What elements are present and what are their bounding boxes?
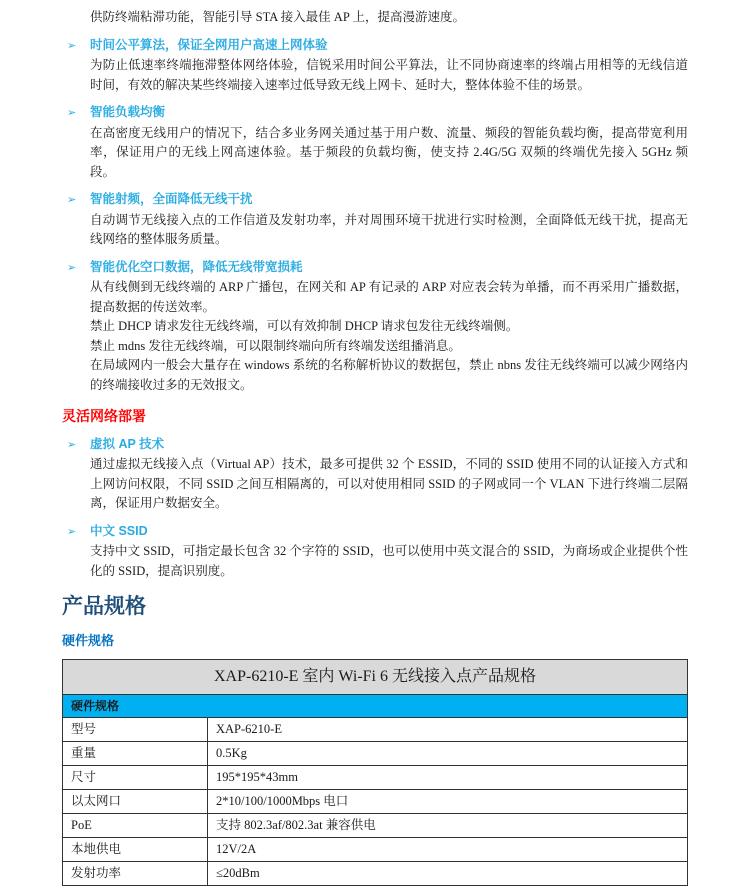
spec-label: PoE xyxy=(63,813,208,837)
feature-paragraph: 支持中文 SSID，可指定最长包含 32 个字符的 SSID，也可以使用中英文混合的 SSID，为商场或企业提供个性化的 SSID，提高识别度。 xyxy=(90,544,688,578)
feature-time-fairness xyxy=(62,36,688,96)
feature-title: 智能优化空口数据，降低无线带宽损耗 xyxy=(90,259,303,274)
spec-label: 型号 xyxy=(63,717,208,741)
feature-body xyxy=(90,56,688,95)
feature-heading-row xyxy=(67,522,688,543)
bullet-arrow-icon: ➢ xyxy=(67,525,77,538)
feature-paragraph: 在高密度无线用户的情况下，结合多业务网关通过基于用户数、流量、频段的智能负载均衡，提高带宽利用率，保证用户的无线上网高速体验。基于频段的负载均衡，使支持 2.4G/5G 双频的终端优先接入 5GHz 频段。 xyxy=(90,125,688,179)
table-row-tx-power xyxy=(63,861,688,885)
hardware-spec-table xyxy=(62,659,688,886)
table-section-header: 硬件规格 xyxy=(63,694,688,717)
spec-label: 重量 xyxy=(63,741,208,765)
spec-label: 以太网口 xyxy=(63,789,208,813)
bullet-arrow-icon: ➢ xyxy=(67,194,77,206)
feature-heading-row xyxy=(67,36,688,57)
table-title: XAP-6210-E 室内 Wi-Fi 6 无线接入点产品规格 xyxy=(63,659,688,694)
feature-body xyxy=(90,278,688,395)
feature-virtual-ap xyxy=(62,435,688,514)
table-row-local-power xyxy=(63,837,688,861)
feature-paragraph: 自动调节无线接入点的工作信道及发射功率，并对周围环境干扰进行实时检测，全面降低无线干扰，提高无线网络的整体服务质量。 xyxy=(90,212,688,246)
feature-title: 虚拟 AP 技术 xyxy=(90,436,165,451)
table-row-weight xyxy=(63,741,688,765)
feature-airtime-optimization xyxy=(62,258,688,396)
spec-label: 本地供电 xyxy=(63,837,208,861)
feature-title: 中文 SSID xyxy=(90,523,148,538)
spec-value: 195*195*43mm xyxy=(208,765,688,789)
table-title-row xyxy=(63,659,688,694)
feature-title: 时间公平算法，保证全网用户高速上网体验 xyxy=(90,37,328,52)
feature-load-balancing xyxy=(62,103,688,182)
bullet-arrow-icon: ➢ xyxy=(67,438,77,451)
spec-label: 发射功率 xyxy=(63,861,208,885)
feature-heading-row xyxy=(67,190,688,211)
spec-value: 0.5Kg xyxy=(208,741,688,765)
table-row-model xyxy=(63,717,688,741)
spec-value: ≤20dBm xyxy=(208,861,688,885)
table-row-poe xyxy=(63,813,688,837)
section-heading-product-spec: 产品规格 xyxy=(62,595,146,618)
feature-body xyxy=(90,124,688,183)
feature-heading-row xyxy=(67,435,688,456)
feature-chinese-ssid xyxy=(62,522,688,582)
feature-heading-row xyxy=(67,103,688,124)
subsection-heading-hardware-spec: 硬件规格 xyxy=(62,633,115,648)
spec-value: XAP-6210-E xyxy=(208,717,688,741)
intro-paragraph: 供防终端粘滞功能，智能引导 STA 接入最佳 AP 上，提高漫游速度。 xyxy=(90,10,465,24)
spec-value: 支持 802.3af/802.3at 兼容供电 xyxy=(208,813,688,837)
bullet-arrow-icon: ➢ xyxy=(67,107,77,119)
feature-body xyxy=(90,211,688,250)
feature-paragraph: 禁止 DHCP 请求发往无线终端，可以有效抑制 DHCP 请求包发往无线终端侧。 xyxy=(90,319,519,333)
feature-paragraph: 在局域网内一般会大量存在 windows 系统的名称解析协议的数据包，禁止 nbns 发往无线终端可以减少网络内的终端接收过多的无效报文。 xyxy=(90,358,688,392)
feature-smart-rf xyxy=(62,190,688,250)
spec-value: 2*10/100/1000Mbps 电口 xyxy=(208,789,688,813)
feature-body xyxy=(90,455,688,514)
feature-heading-row xyxy=(67,258,688,279)
feature-title: 智能负载均衡 xyxy=(90,105,166,119)
spec-value: 12V/2A xyxy=(208,837,688,861)
table-row-ethernet xyxy=(63,789,688,813)
table-row-dimensions xyxy=(63,765,688,789)
feature-paragraph: 禁止 mdns 发往无线终端，可以限制终端向所有终端发送组播消息。 xyxy=(90,338,461,353)
bullet-arrow-icon: ➢ xyxy=(67,261,77,274)
feature-paragraph: 通过虚拟无线接入点（Virtual AP）技术，最多可提供 32 个 ESSID，不同的 SSID 使用不同的认证接入方式和上网访问权限，不同 SSID 之间互相隔离的，可以对使用相同 SSID 的子网或同一个 VLAN 下进行终端二层隔离，保证用户数据安全。 xyxy=(90,457,688,510)
spec-label: 尺寸 xyxy=(63,765,208,789)
section-heading-network-deploy: 灵活网络部署 xyxy=(62,408,146,424)
bullet-arrow-icon: ➢ xyxy=(67,39,77,52)
feature-body xyxy=(90,542,688,581)
table-section-row xyxy=(63,694,688,717)
feature-paragraph: 从有线侧到无线终端的 ARP 广播包，在网关和 AP 有记录的 ARP 对应表会转为单播，而不再采用广播数据，提高数据的传送效率。 xyxy=(90,280,688,314)
feature-paragraph: 为防止低速率终端拖滞整体网络体验，信锐采用时间公平算法，让不同协商速率的终端占用相等的无线信道时间，有效的解决某些终端接入速率过低导致无线上网卡、延时大，整体体验不佳的场景。 xyxy=(90,58,688,92)
feature-title: 智能射频，全面降低无线干扰 xyxy=(90,192,253,206)
